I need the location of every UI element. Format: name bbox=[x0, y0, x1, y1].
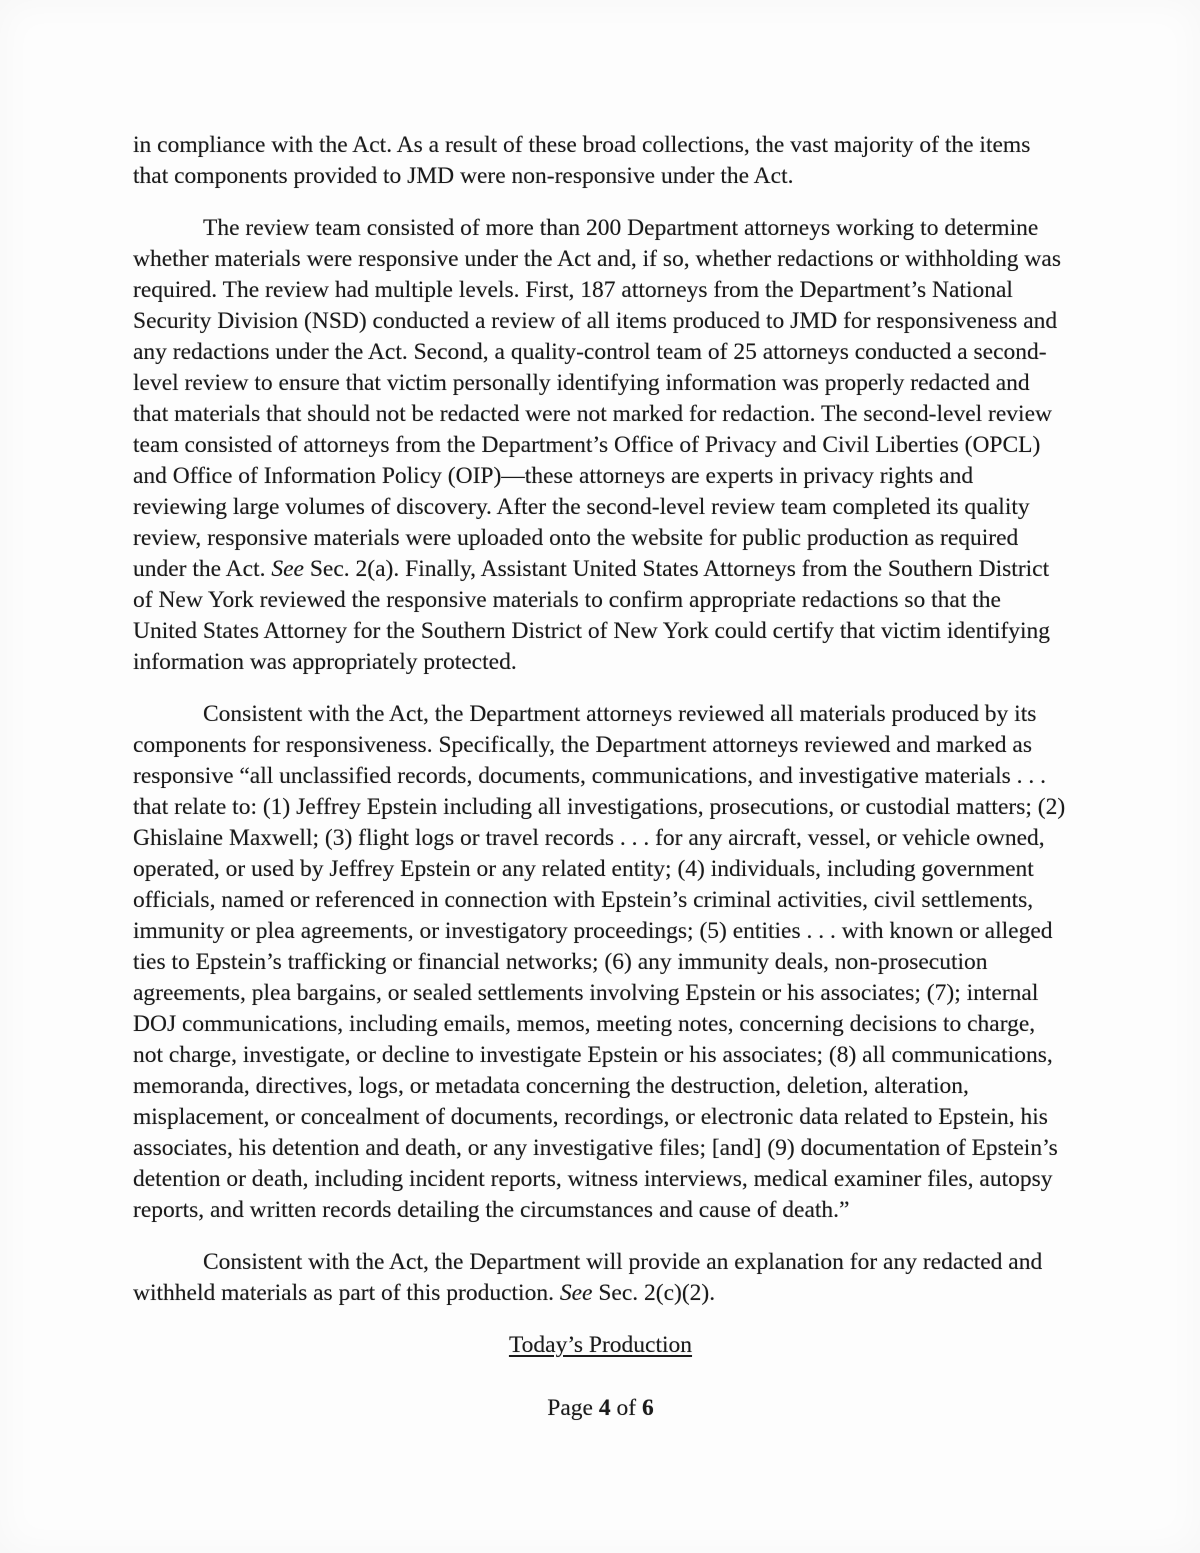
citation-see: See bbox=[559, 1280, 593, 1306]
paragraph-text: Consistent with the Act, the Department attorneys reviewed all materials produced by its components for responsiveness. Specifically, the Department attorneys reviewed and marked as responsive “all unclassified records, documents, communications, and investigative materials . . . that relate to: (1) Jeffrey Epstein including all investigations, prosecutions, or custodial matters; (2) Ghislaine Maxwell; (3) flight logs or travel records . . . for any aircraft, vessel, or vehicle owned, operated, or used by Jeffrey Epstein or any related entity; (4) individuals, including government officials, named or referenced in connection with Epstein’s criminal activities, civil settlements, immunity or plea agreements, or investigatory proceedings; (5) entities . . . with known or alleged ties to Epstein’s trafficking or financial networks; (6) any immunity deals, non-prosecution agreements, plea bargains, or sealed settlements involving Epstein or his associates; (7); internal DOJ communications, including emails, memos, meeting notes, concerning decisions to charge, not charge, investigate, or decline to investigate Epstein or his associates; (8) all communications, memoranda, directives, logs, or metadata concerning the destruction, deletion, alteration, misplacement, or concealment of documents, recordings, or electronic data related to Epstein, his associates, his detention and death, or any investigative files; [and] (9) documentation of Epstein’s detention or death, including incident reports, witness interviews, medical examiner files, autopsy reports, and written records detailing the circumstances and cause of death.” bbox=[133, 701, 1066, 1223]
page-number-prefix: Page bbox=[547, 1395, 599, 1421]
paragraph-continuation bbox=[133, 130, 1068, 192]
paragraph-text: Sec. 2(a). Finally, Assistant United States Attorneys from the Southern District of New York reviewed the responsive materials to confirm appropriate redactions so that the United States Attorney for the Southern District of New York could certify that victim identifying information was appropriately protected. bbox=[133, 556, 1050, 675]
paragraph-text: in compliance with the Act. As a result of these broad collections, the vast majority of the items that components provided to JMD were non-responsive under the Act. bbox=[133, 132, 1031, 189]
document-body bbox=[133, 130, 1068, 1424]
section-heading-text: Today’s Production bbox=[508, 1332, 693, 1358]
citation-see: See bbox=[271, 556, 304, 582]
page-number-total: 6 bbox=[641, 1395, 654, 1421]
page-number bbox=[133, 1393, 1068, 1424]
paragraph-text: The review team consisted of more than 200 Department attorneys working to determine whether materials were responsive under the Act and, if so, whether redactions or withholding was required. The review had multiple levels. First, 187 attorneys from the Department’s National Security Division (NSD) conducted a review of all items produced to JMD for responsiveness and any redactions under the Act. Second, a quality-control team of 25 attorneys conducted a second-level review to ensure that victim personally identifying information was properly redacted and that materials that should not be redacted were not marked for redaction. The second-level review team consisted of attorneys from the Department’s Office of Privacy and Civil Liberties (OPCL) and Office of Information Policy (OIP)—these attorneys are experts in privacy rights and reviewing large volumes of discovery. After the second-level review team completed its quality review, responsive materials were uploaded onto the website for public production as required under the Act. bbox=[133, 215, 1061, 582]
paragraph-text: Sec. 2(c)(2). bbox=[592, 1280, 716, 1306]
page-number-separator: of bbox=[610, 1395, 642, 1421]
paragraph-text: Consistent with the Act, the Department will provide an explanation for any redacted and withheld materials as part of this production. bbox=[133, 1249, 1043, 1306]
section-heading bbox=[133, 1330, 1068, 1361]
page-number-current: 4 bbox=[598, 1395, 611, 1421]
paragraph-responsiveness-criteria bbox=[133, 699, 1068, 1226]
paragraph-review-team bbox=[133, 213, 1068, 678]
paragraph-redaction-explanation bbox=[133, 1247, 1068, 1309]
